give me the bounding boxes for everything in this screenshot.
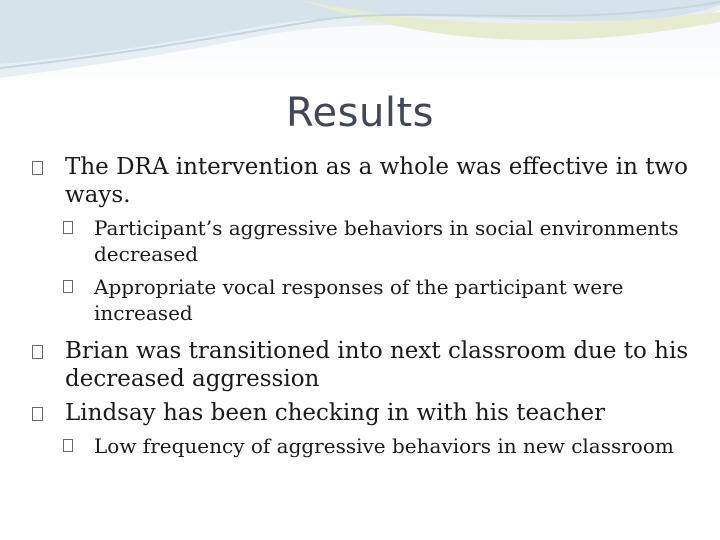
bullet-box-icon — [32, 161, 43, 175]
sub-bullet-item — [30, 274, 690, 326]
bullet-text: Lindsay has been checking in with his teacher — [65, 400, 606, 426]
bullet-box-icon — [63, 280, 73, 293]
sub-bullet-text: Appropriate vocal responses of the participant were increased — [94, 275, 624, 325]
sub-bullet-item — [30, 215, 690, 267]
bullet-box-icon — [32, 407, 43, 421]
bullet-item — [30, 337, 690, 393]
slide-title: Results — [286, 90, 434, 136]
sub-bullet-text: Participant’s aggressive behaviors in social environments decreased — [94, 216, 679, 266]
bullet-item — [30, 399, 690, 427]
header-swoosh-decoration — [0, 0, 720, 90]
bullet-list — [30, 153, 690, 466]
bullet-box-icon — [63, 221, 73, 234]
bullet-box-icon — [63, 439, 73, 452]
bullet-text: The DRA intervention as a whole was effective in two ways. — [65, 154, 688, 208]
sub-bullet-item — [30, 433, 690, 459]
sub-bullet-text: Low frequency of aggressive behaviors in new classroom — [94, 434, 674, 458]
bullet-item — [30, 153, 690, 209]
bullet-box-icon — [32, 345, 43, 359]
bullet-text: Brian was transitioned into next classroom due to his decreased aggression — [65, 338, 689, 392]
